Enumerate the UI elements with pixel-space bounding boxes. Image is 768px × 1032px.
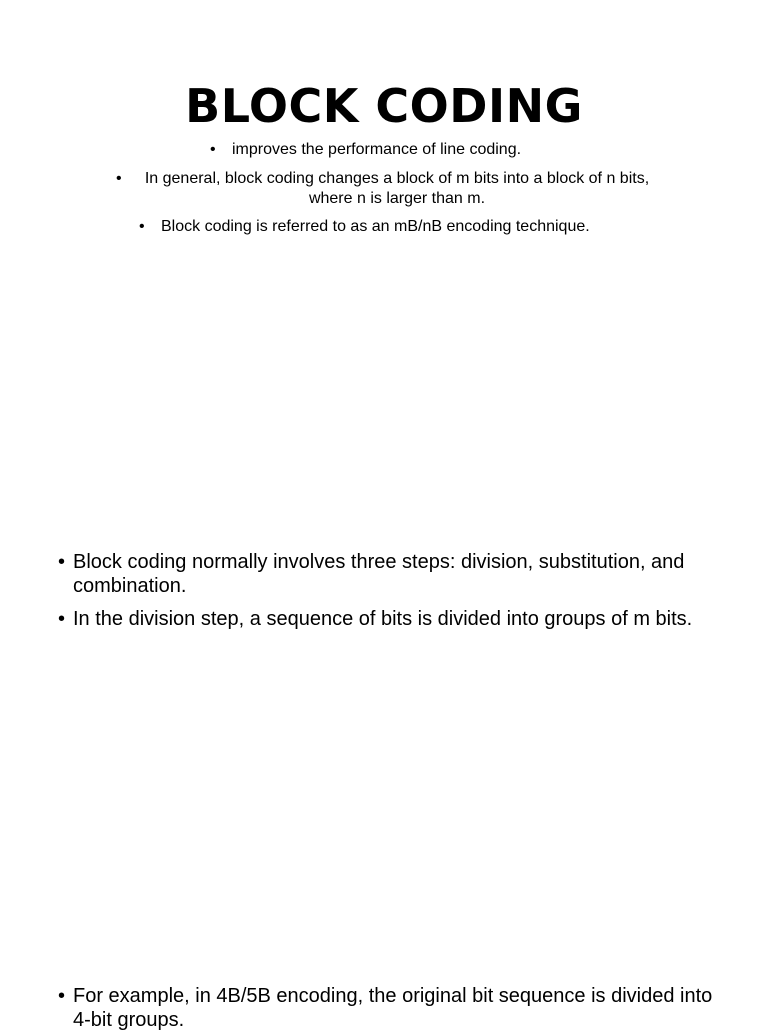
bullet-text: Block coding normally involves three steps: division, substitution, and combination.: [73, 551, 685, 597]
slide3-bullet-1: [58, 984, 718, 1032]
slide1-bullet-2: [116, 169, 656, 209]
page-title: BLOCK CODING: [185, 79, 583, 133]
bullet-dot-icon: •: [116, 170, 122, 187]
slide2-bullet-1: [58, 550, 718, 598]
bullet-dot-icon: •: [210, 141, 216, 158]
slide1-bullet-3: [139, 217, 634, 237]
bullet-text: Block coding is referred to as an mB/nB encoding technique.: [161, 218, 590, 235]
bullet-dot-icon: •: [139, 218, 145, 235]
slide1-bullet-1: [210, 140, 555, 160]
bullet-text: improves the performance of line coding.: [232, 141, 522, 158]
bullet-text: In the division step, a sequence of bits is divided into groups of m bits.: [73, 608, 693, 630]
bullet-dot-icon: •: [58, 608, 66, 630]
slide2-bullet-2: [58, 607, 718, 631]
bullet-text: For example, in 4B/5B encoding, the original bit sequence is divided into 4-bit groups.: [73, 985, 713, 1031]
bullet-text: In general, block coding changes a block of m bits into a block of n bits, where n is larger than m.: [144, 170, 650, 207]
bullet-dot-icon: •: [58, 551, 66, 573]
bullet-dot-icon: •: [58, 985, 66, 1007]
